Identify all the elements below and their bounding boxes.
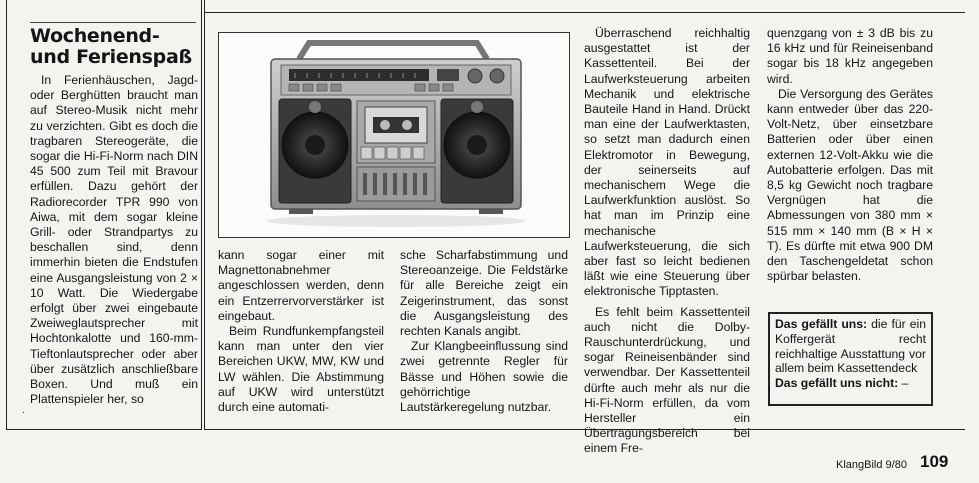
verdict-likes-text: die für ein Koffergerät recht reichhaltige Ausstattung vor allem beim Kassettendeck [775, 317, 926, 376]
text-column-5 [767, 26, 933, 284]
text-column-2 [218, 248, 384, 415]
paragraph: Die Versorgung des Gerätes kann entweder über das 220-Volt-Netz, über einsetzbare Batterien oder über einen externen 12-Volt-Akku wie die Autobatterie erfolgen. Das mit 8,5 kg Gewicht noch tragbare Vergnügen hat die Abmessungen von 380 mm × 515 mm × 140 mm (B × H × T). Es dürfte mit etwa 900 DM den Taschengeldetat schon spürbar belasten. [767, 86, 933, 284]
radio-cassette-recorder-photo-icon [219, 33, 569, 237]
headline-rule [30, 22, 196, 23]
verdict-likes-label: Das gefällt uns: [775, 317, 868, 331]
verdict-dislikes [775, 376, 926, 391]
paragraph: Überraschend reichhaltig ausgestattet ist der Kassettenteil. Bei der Laufwerksteuerung arbeiten Mechanik und elektrische Bauteile Hand in Hand. Drückt man eine der Laufwerktasten, so setzt man dadurch einen Elektromotor in Bewegung, der seinerseits auf mechanischem Wege die Laufwerkfunktion auslöst. So hat man im Prinzip eine mechanische Laufwerksteuerung, die sich aber fast so leicht bedienen läßt wie eine Steuerung über elektronische Tipptasten. [584, 26, 750, 299]
product-photo [218, 32, 570, 238]
paragraph: sche Scharfabstimmung und Stereoanzeige. Die Feldstärke für alle Bereiche zeigt ein Zeigerinstrument, das sonst die Ausgangsleistung des rechten Kanals angibt. [400, 248, 568, 339]
verdict-dislikes-label: Das gefällt uns nicht: [775, 376, 899, 391]
paragraph: quenzgang von ± 3 dB bis zu 16 kHz und für Reineisenband sogar bis 18 kHz angegeben wird. [767, 26, 933, 86]
paragraph: In Ferienhäuschen, Jagd- oder Berghütten braucht man auf Stereo-Musik nicht mehr zu verzichten. Gibt es doch die tragbaren Stereogeräte, die sogar die Hi-Fi-Norm nach DIN 45 500 zum Teil mit Bravour erfüllen. Dazu gehört der Radiorecorder TPR 990 von Aiwa, mit dem sogar kleine Grill- oder Strandpartys zu beschallen sind, denn immerhin bieten die Endstufen eine Ausgangsleistung von 2 × 10 Watt. Die Wiedergabe erfolgt über zwei eingebaute Zweiweglautsprecher mit Hochtonkalotte und 160-mm-Tieftonlautsprecher oder aber über zusätzlich anschließbare Boxen. Und muß ein Plattenspieler her, so [30, 73, 198, 407]
paragraph: Zur Klangbeeinflussung sind zwei getrennte Regler für Bässe und Höhen sowie die gehörrichtige Lautstärkeregelung nutzbar. [400, 339, 568, 415]
margin-dot: . [22, 405, 25, 416]
magazine-issue: KlangBild 9/80 [836, 459, 907, 471]
paragraph: kann sogar einer mit Magnettonabnehmer angeschlossen werden, denn ein Entzerrervorverstärker ist eingebaut. [218, 248, 384, 323]
verdict-dislikes-text: – [901, 376, 909, 391]
text-column-4 [584, 26, 750, 457]
verdict-box [768, 312, 933, 406]
paragraph: Beim Rundfunkempfangsteil kann man unter den vier Bereichen UKW, MW, KW und LW wählen. Die Abstimmung auf UKW wird unterstützt durch eine automati- [218, 324, 384, 415]
verdict-likes [775, 317, 926, 376]
top-rule [204, 12, 965, 13]
text-column-1 [30, 73, 198, 407]
page-number: 109 [920, 452, 949, 471]
text-column-3 [400, 248, 568, 415]
article-headline: Wochenend- und Ferienspaß [30, 25, 192, 68]
paragraph: Es fehlt beim Kassettenteil auch nicht die Dolby-Rauschunterdrückung, und sogar Reineisenbänder sind verwendbar. Der Kassettenteil dürfte auch mehr als nur die Hi-Fi-Norm erfüllen, da vom Hersteller ein Übertragungsbereich bei einem Fre- [584, 304, 750, 456]
